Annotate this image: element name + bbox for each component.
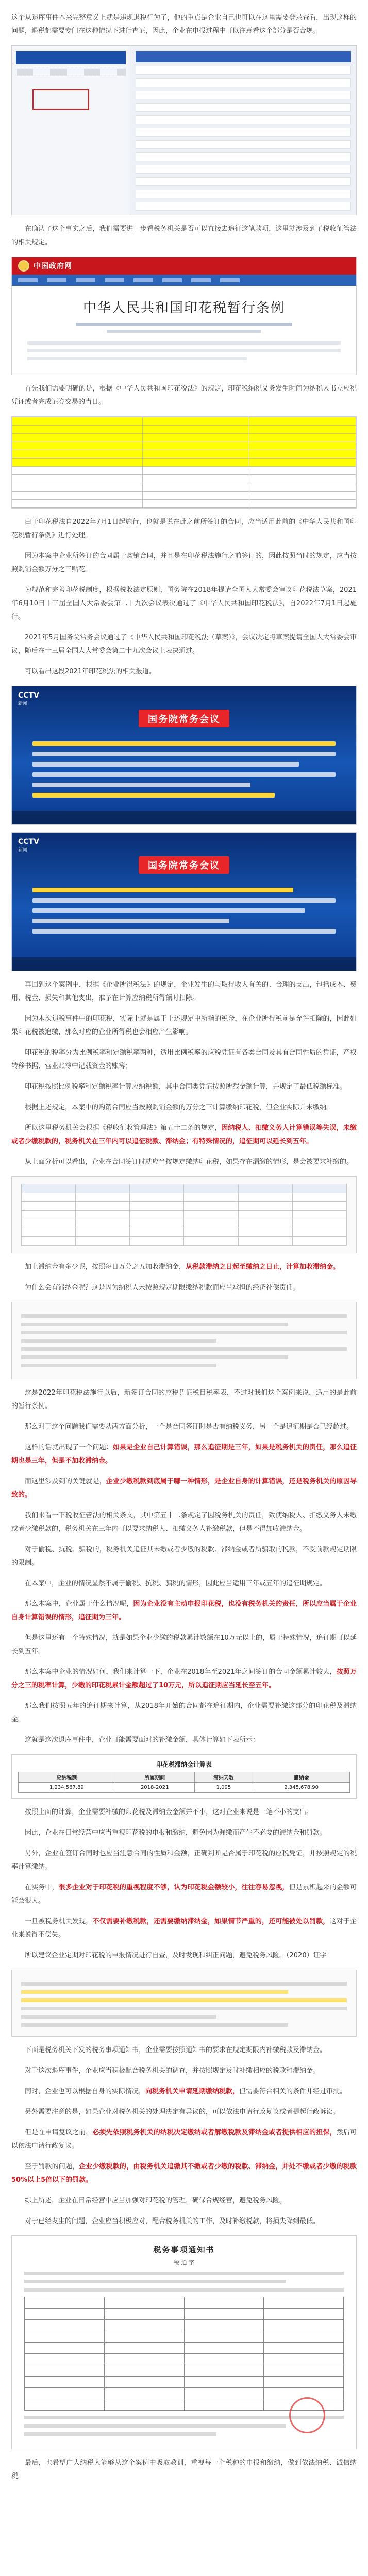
para-3: 首先我们需要明确的是，根据《中华人民共和国印花税法》的规定，印花税纳税义务发生时间为纳税人书立应税凭证或者完成证券交易的当日。 [11, 385, 357, 406]
tax-rate-table-image [11, 416, 357, 509]
para-21: 而这里涉及到的关键就是，企业少缴税款到底属于哪一种情形，是企业自身的计算错误，还是税务机关的原因导致的。 [11, 1478, 357, 1499]
para-40: 但是在申请复议之前，必须先依照税务机关的纳税决定缴纳或者解缴税款及滞纳金或者提供相应的担保，然后可以依法申请行政复议。 [11, 2129, 357, 2150]
gov-nav [12, 275, 356, 286]
para-22: 我们来看一下税收征管法的相关条文，其中第五十二条规定了因税务机关的责任，致使纳税人、扣缴义务人未缴或者少缴税款的，税务机关在三年内可以要求纳税人、扣缴义务人补缴税款，但是不得加收滞纳金。 [11, 1512, 357, 1533]
para-40-highlight: 必须先依照税务机关的纳税决定缴纳或者解缴税款及滞纳金或者提供相应的担保， [92, 2129, 337, 2137]
system-menu-tree [16, 69, 126, 76]
para-9: 再回到这个案例中，根据《企业所得税法》的规定，企业发生的与取得收入有关的、合理的支出，包括成本、费用、税金、损失和其他支出，准予在计算应纳税所得额时扣除。 [11, 981, 357, 1002]
calc-header: 应纳税额 [19, 1772, 115, 1783]
para-34-highlight: 不仅需要补缴税款，还需要缴纳滞纳金，如果情节严重的，还可能被处以罚款， [92, 1918, 330, 1925]
notice-number: 税 通 字 [174, 2259, 194, 2266]
para-27-highlight: 按照万分之三的税率计算，少缴的印花税累计金额超过了10万元，所以追征期应当延长至五年。 [11, 1668, 357, 1689]
para-13: 根据上述规定，本案中的购销合同应当按照购销金额的万分之三计算缴纳印花税，但企业实际并未缴纳。 [25, 1104, 333, 1111]
para-32: 另外，企业在签订合同时也应当注意合同的性质和金额，正确判断是否属于印花税的应税凭证，并按照规定的税率计算缴纳。 [11, 1850, 357, 1871]
news-headline-2: 国务院常务会议 [139, 856, 229, 874]
para-30: 按照上面的计算，企业需要补缴的印花税及滞纳金金额并不小，这对企业来说是一笔不小的支出。 [25, 1808, 313, 1816]
para-43: 对于已经发生的问题，企业应当积极应对，配合税务机关的工作，及时补缴税款，将损失降到最低。 [25, 2217, 320, 2225]
gov-website-screenshot [11, 257, 357, 375]
calc-cell: 2,345,678.90 [253, 1783, 350, 1793]
para-8: 可以看出这段2021年印花税法的相关报道。 [25, 668, 156, 675]
para-34: 一旦被税务机关发现，不仅需要补缴税款，还需要缴纳滞纳金，如果情节严重的，还可能被处以罚款，这对于企业来说得不偿失。 [11, 1918, 357, 1939]
calc-cell: 1,095 [194, 1783, 253, 1793]
gov-article-title: 中华人民共和国印花税暂行条例 [82, 300, 285, 316]
para-27: 那么本案中企业的情况如何，我们来计算一下，企业在2018年至2021年之间签订的合同金额累计较大，按照万分之三的税率计算，少缴的印花税累计金额超过了10万元，所以追征期应当延长至五年。 [11, 1668, 357, 1689]
cctv-logo-2: CCTV 新闻 [18, 838, 39, 853]
national-emblem-icon [18, 260, 29, 272]
calc-header: 滞纳金 [253, 1772, 350, 1783]
cctv-logo: CCTV 新闻 [18, 691, 39, 706]
para-20: 这样的话就出现了一个问题：如果是企业自己计算错误，那么追征期是三年，如果是税务机关的责任，那么追征期也是三年，但是不加收滞纳金。 [11, 1444, 357, 1465]
highlight-box [32, 89, 89, 110]
news-video-frame-1 [11, 686, 357, 825]
para-14: 所以这里税务机关会根据《税收征收管理法》第五十二条的规定，因纳税人、扣缴义务人计算错误等失误，未缴或者少缴税款的，税务机关在三年内可以追征税款、滞纳金；有特殊情况的，追征期可以延长到五年。 [11, 1124, 357, 1145]
para-35: 所以建议企业定期对印花税的申报情况进行自查，及时发现和纠正问题，避免税务风险。（2020）证字 [25, 1952, 327, 1959]
para-37: 对于这次退库事件，企业应当积极配合税务机关的调查，并按照规定及时补缴相应的税款和滞纳金。 [25, 2067, 320, 2075]
late-fee-calc-table [11, 1754, 357, 1799]
para-16: 加上滞纳金有多少呢，按照每日万分之五加收滞纳金，从税款滞纳之日起至缴纳之日止，计算加收滞纳金。 [25, 1263, 340, 1271]
news-video-frame-2 [11, 832, 357, 971]
para-25: 那么本案中，企业属于什么情况呢，因为企业没有主动申报印花税，也没有税务机关的责任，所以应当属于企业自身计算错误的情形，追征期为三年。 [11, 1600, 357, 1621]
para-1: 这个从退库事件本来完整意义上就是违规退税行为了，他的重点是企业自己也可以在这里需要登录查看，出现这样的问题，退税都需要专门在这种情况下进行查证，因此，企业在申报过程中可以注意看这个部分是否合规。 [11, 14, 357, 35]
para-20-highlight: 如果是企业自己计算错误，那么追征期是三年，如果是税务机关的责任，那么追征期也是三年，但是不加收滞纳金。 [11, 1444, 357, 1465]
para-2: 在确认了这个事实之后，我们需要进一步看税务机关是否可以直接去追征这笔款项，这里就涉及到了税收征管法的相关规定。 [11, 225, 357, 246]
para-41-highlight: 企业少缴税款的，由税务机关追缴其不缴或者少缴的税款、滞纳金，并处不缴或者少缴的税款50%以上5倍以下的罚款。 [11, 2163, 357, 2184]
para-24: 在本案中，企业的情况显然不属于偷税、抗税、骗税的情形，因此应当适用三年或五年的追征期规定。 [25, 1580, 327, 1587]
para-38: 同时，企业也可以根据自身的实际情况，向税务机关申请延期缴纳税款，但需要符合相关的条件并经过审批。 [25, 2088, 347, 2095]
system-form-bar [136, 51, 351, 62]
para-41: 至于罚款的问题，企业少缴税款的，由税务机关追缴其不缴或者少缴的税款、滞纳金，并处不缴或者少缴的税款50%以上5倍以下的罚款。 [11, 2163, 357, 2184]
para-38-highlight: 向税务机关申请延期缴纳税款， [145, 2088, 240, 2095]
para-5: 因为本案中企业所签订的合同属于购销合同，并且是在印花税法施行之前签订的，因此按照当时的规定，应当按照购销金额万分之三贴花。 [11, 552, 357, 573]
news-headline-1: 国务院常务会议 [139, 710, 229, 727]
calc-table-title: 印花税滞纳金计算表 [156, 1761, 212, 1768]
regulation-image-2 [11, 1970, 357, 2037]
calc-cell: 2018-2021 [115, 1783, 194, 1793]
system-form-panel [130, 46, 356, 215]
gov-header [12, 257, 356, 275]
tax-form-image [11, 1176, 357, 1253]
para-16-highlight: 从税款滞纳之日起至缴纳之日止，计算加收滞纳金。 [186, 1263, 340, 1271]
calc-cell: 1,234,567.89 [19, 1783, 115, 1793]
para-36: 下面是税务机关下发的税务事项通知书，企业需要按照通知书的要求在规定期限内补缴税款及滞纳金。 [25, 2046, 327, 2054]
regulation-image-1 [11, 1302, 357, 1379]
official-seal [289, 2397, 325, 2433]
calc-header: 所属期间 [115, 1772, 194, 1783]
para-10: 因为本次退税事件中的印花税，实际上就是属于上述规定中所指的税金，在企业所得税前是允许扣除的，因此如果印花税被追缴，那么对应的企业所得税也会相应产生影响。 [11, 1015, 357, 1036]
para-12: 印花税按照比例税率和定额税率计算应纳税额，其中合同类凭证按照所载金额计算，并规定了最低税额标准。 [25, 1083, 347, 1091]
system-sidebar [12, 46, 130, 215]
calc-header: 滞纳天数 [194, 1772, 253, 1783]
para-17: 为什么会有滞纳金呢？这是因为纳税人未按照规定期限缴纳税款而应当承担的经济补偿责任。 [25, 1284, 300, 1292]
para-42: 综上所述，企业在日常经营中应当加强对印花税的管理，确保合规经营，避免税务风险。 [25, 2197, 287, 2205]
para-44: 最后，也希望广大纳税人能够从这个案例中吸取教训，重视每一个税种的申报和缴纳，做到依法纳税、诚信纳税。 [11, 2459, 357, 2480]
para-7: 2021年5月国务院常务会议通过了《中华人民共和国印花税法（草案）》，会议决定将草案提请全国人大常委会审议，随后在十三届全国人大常委会第二十九次会议上表决通过。 [11, 634, 357, 655]
tax-notice-document [11, 2235, 357, 2449]
para-29: 这就是这次退库事件中，企业可能需要面对的补缴金额，具体计算如下表所示： [25, 1736, 260, 1744]
tax-system-screenshot [11, 45, 357, 215]
para-15: 从上面分析可以看出，企业在合同签订时就应当按规定缴纳印花税，如果存在漏缴的情形，是会被要求补缴的。 [25, 1158, 354, 1166]
para-11: 印花税的税率分为比例税率和定额税率两种，适用比例税率的应税凭证有各类合同及具有合同性质的凭证，产权转移书据、营业账簿中记载资金的账簿； [11, 1049, 357, 1070]
para-26: 但是这里还有一个特殊情况，就是如果企业少缴的税款累计数额在10万元以上的，属于特殊情况，追征期可以延长到五年。 [11, 1634, 357, 1655]
para-18: 这是2022年印花税法施行以后，新签订合同的应税凭证税目税率表，不过对我们这个案例来说，适用的是此前的暂行条例。 [11, 1389, 357, 1410]
para-39: 另外需要注意的是，如果企业对税务机关的处理决定有异议的，可以依法申请行政复议或者提起行政诉讼。 [25, 2108, 340, 2116]
para-33: 在实务中，很多企业对于印花税的重视程度不够，认为印花税金额较小，往往容易忽视，但是累积起来的金额可能会很大。 [11, 1884, 357, 1905]
para-33-highlight: 很多企业对于印花税的重视程度不够，认为印花税金额较小，往往容易忽视， [58, 1884, 289, 1891]
para-4: 由于印花税法自2022年7月1日起施行，也就是说在此之前所签订的合同，应当适用此前的《中华人民共和国印花税暂行条例》进行处理。 [11, 518, 357, 539]
para-28: 那么我们按照五年的追征期来计算，从2018年开始的合同都在追征期内，企业需要补缴这部分的印花税及滞纳金。 [11, 1702, 357, 1723]
notice-title: 税务事项通知书 [153, 2245, 215, 2255]
para-14-highlight: 因纳税人、扣缴义务人计算错误等失误，未缴或者少缴税款的，税务机关在三年内可以追征税款、滞纳金；有特殊情况的，追征期可以延长到五年。 [11, 1124, 357, 1145]
system-brand-bar [16, 51, 126, 64]
gov-site-name: 中国政府网 [34, 262, 72, 270]
para-6: 为规范和完善印花税制度，根据税收法定原则，国务院在2018年提请全国人大常委会审议印花税法草案，2021年6月10日十三届全国人大常委会第二十九次会议表决通过了《中华人民共和国印花税法》，自2022年7月1日起施行。 [11, 586, 357, 621]
para-23: 对于偷税、抗税、骗税的，税务机关追征其未缴或者少缴的税款、滞纳金或者所骗取的税款，不受前款规定期限的限制。 [11, 1546, 357, 1567]
para-19: 那么对于这个问题我们需要从两方面分析，一个是合同签订时是否有纳税义务，另一个是追征期是否已经超过。 [25, 1423, 354, 1431]
para-21-highlight: 企业少缴税款到底属于哪一种情形，是企业自身的计算错误，还是税务机关的原因导致的。 [11, 1478, 357, 1499]
para-25-highlight: 因为企业没有主动申报印花税，也没有税务机关的责任，所以应当属于企业自身计算错误的情形，追征期为三年。 [11, 1600, 357, 1621]
para-31: 因此，企业在日常经营中应当重视印花税的申报和缴纳，避免因为漏缴而产生不必要的滞纳金和罚款。 [25, 1829, 327, 1837]
